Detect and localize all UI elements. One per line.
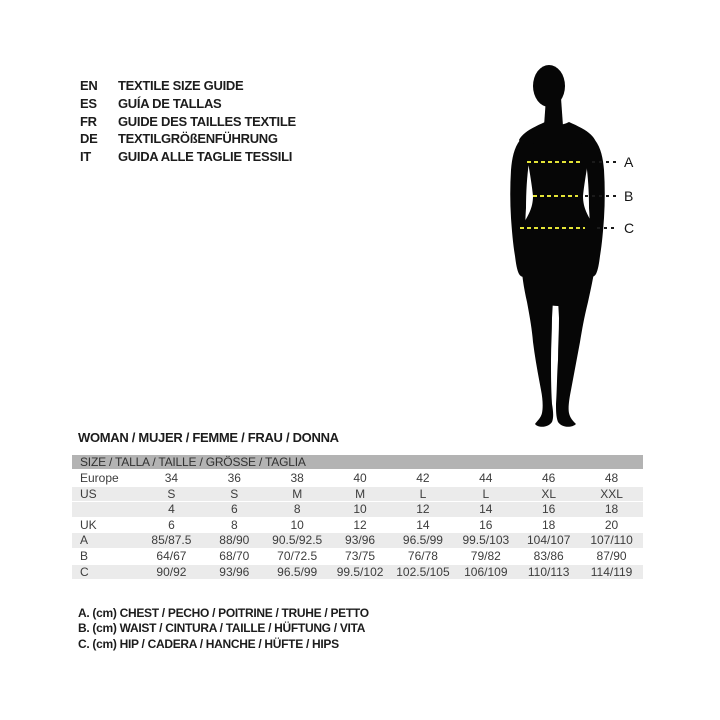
table-cell: 4 — [168, 502, 175, 517]
table-cell: 87/90 — [596, 548, 627, 563]
table-cell: 107/110 — [590, 533, 633, 548]
table-cell: 16 — [542, 502, 556, 517]
language-label: TEXTILE SIZE GUIDE — [118, 78, 244, 94]
table-row — [72, 487, 643, 502]
language-label: GUÍA DE TALLAS — [118, 96, 222, 112]
table-cell: 14 — [479, 502, 493, 517]
table-cell: 6 — [230, 502, 238, 517]
size-table-body — [72, 471, 643, 579]
table-cell: 12 — [353, 517, 367, 532]
table-row — [72, 565, 643, 580]
table-cell: 16 — [479, 517, 493, 532]
table-row-label: UK — [80, 517, 97, 532]
table-cell: 106/109 — [464, 564, 508, 579]
size-table-header: SIZE / TALLA / TAILLE / GRÖSSE / TAGLIA — [72, 455, 643, 469]
table-cell: 38 — [290, 471, 304, 485]
table-cell: L — [482, 486, 490, 501]
table-cell: XXL — [600, 486, 623, 501]
table-cell: 40 — [353, 471, 367, 485]
table-row-label: Europe — [80, 471, 119, 485]
table-cell: 79/82 — [470, 548, 501, 563]
table-cell: 76/78 — [407, 548, 438, 563]
table-cell: 93/96 — [345, 533, 376, 548]
table-cell: 14 — [416, 517, 430, 532]
table-row-label: B — [80, 548, 89, 563]
table-cell: 96.5/99 — [402, 533, 443, 548]
table-cell: 34 — [164, 471, 179, 485]
language-code: IT — [80, 149, 91, 165]
table-cell: 46 — [542, 471, 556, 485]
woman-silhouette-figure — [500, 60, 650, 430]
legend-line: A. (cm) CHEST / PECHO / POITRINE / TRUHE / PETTO — [78, 606, 369, 620]
table-cell: 18 — [604, 502, 619, 517]
language-row — [80, 77, 296, 95]
legend-line: B. (cm) WAIST / CINTURA / TAILLE / HÜFTUNG / VITA — [78, 621, 366, 636]
legend-line: C. (cm) HIP / CADERA / HANCHE / HÜFTE / HIPS — [78, 636, 339, 651]
table-cell: S — [230, 486, 239, 501]
table-row — [72, 549, 643, 564]
table-row — [72, 533, 643, 548]
table-cell: 83/86 — [533, 548, 564, 563]
language-code: EN — [80, 78, 98, 94]
measure-label: A — [624, 154, 634, 170]
table-cell: 48 — [604, 471, 619, 485]
table-cell: 20 — [604, 517, 619, 532]
language-code: DE — [80, 131, 98, 147]
table-row — [72, 502, 643, 517]
silhouette-right-leg — [556, 246, 597, 427]
woman-silhouette — [510, 65, 605, 427]
table-cell: 96.5/99 — [277, 564, 318, 579]
language-code: FR — [80, 113, 97, 129]
table-cell: 68/70 — [219, 548, 250, 563]
table-cell: 110/113 — [527, 564, 570, 579]
language-row — [80, 112, 296, 130]
table-row-label: US — [80, 486, 97, 501]
table-cell: M — [355, 486, 366, 501]
table-cell: 104/107 — [526, 533, 571, 548]
measure-label: C — [624, 220, 635, 236]
table-cell: 90/92 — [156, 564, 187, 579]
table-cell: 73/75 — [345, 548, 376, 563]
table-cell: 42 — [416, 471, 430, 485]
table-cell: M — [292, 486, 303, 501]
table-cell: 8 — [293, 502, 301, 517]
table-cell: S — [167, 486, 176, 501]
table-cell: XL — [541, 486, 557, 501]
language-label: GUIDA ALLE TAGLIE TESSILI — [118, 149, 293, 165]
section-heading: WOMAN / MUJER / FEMME / FRAU / DONNA — [78, 430, 339, 445]
table-cell: 6 — [168, 517, 175, 532]
table-cell: 70/72.5 — [277, 548, 318, 563]
table-cell: 102.5/105 — [396, 564, 450, 579]
table-cell: 88/90 — [219, 533, 250, 548]
language-row — [80, 148, 296, 166]
table-cell: 10 — [290, 517, 304, 532]
table-cell: 18 — [542, 517, 556, 532]
table-row-label: C — [80, 564, 89, 579]
table-cell: 85/87.5 — [151, 533, 192, 548]
language-code: ES — [80, 96, 97, 112]
table-row-label — [72, 502, 140, 517]
silhouette-neck — [544, 98, 563, 126]
language-label: TEXTILGRÖßENFÜHRUNG — [118, 131, 278, 147]
measurement-legend — [78, 606, 369, 652]
table-cell: 44 — [479, 471, 493, 485]
table-cell: 8 — [230, 517, 238, 532]
table-row-label: A — [80, 533, 89, 548]
measure-label: B — [624, 188, 634, 204]
language-label: GUIDE DES TAILLES TEXTILE — [118, 113, 296, 129]
table-cell: 93/96 — [219, 564, 250, 579]
language-row — [80, 130, 296, 148]
table-cell: 64/67 — [156, 548, 187, 563]
table-cell: L — [419, 486, 427, 501]
table-cell: 10 — [353, 502, 367, 517]
table-cell: 90.5/92.5 — [272, 533, 323, 548]
table-cell: 36 — [227, 471, 241, 485]
table-row — [72, 471, 643, 486]
language-list — [80, 77, 296, 165]
silhouette-left-leg — [521, 246, 556, 427]
table-cell: 12 — [416, 502, 430, 517]
table-row — [72, 518, 643, 533]
table-cell: 99.5/103 — [462, 533, 510, 548]
table-cell: 99.5/102 — [336, 564, 384, 579]
table-cell: 114/119 — [590, 564, 633, 579]
language-row — [80, 95, 296, 113]
size-table — [72, 455, 643, 580]
